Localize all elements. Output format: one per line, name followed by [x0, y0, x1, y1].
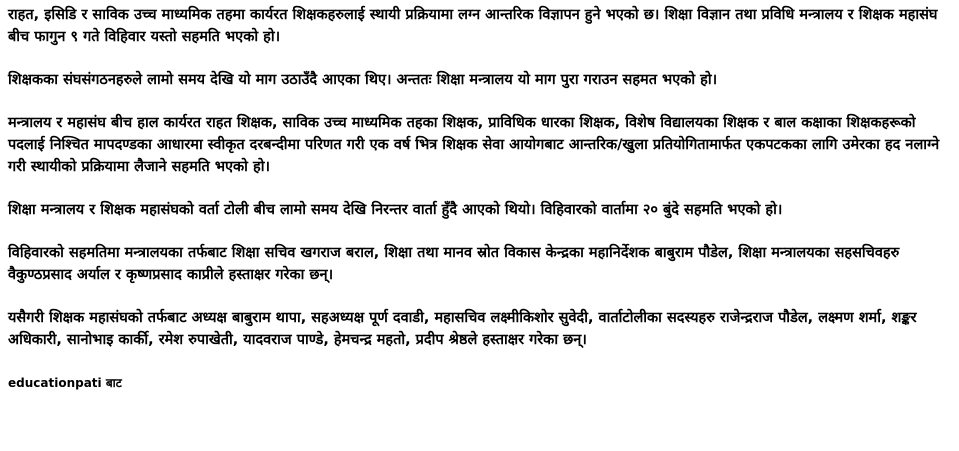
paragraph-long-demand: शिक्षकका संघसंगठनहरुले लामो समय देखि यो माग उठाउँदै आएका थिए। अन्ततः शिक्षा मन्त्रालय यो माग पुरा गराउन सहमत भएको हो।	[8, 72, 718, 88]
paragraph-federation-signatories: यसैगरी शिक्षक महासंघको तर्फबाट अध्यक्ष बाबुराम थापा, सहअध्यक्ष पूर्ण दवाडी, महासचिव लक्ष्मीकिशोर सुवेदी, वार्ताटोलीका सदस्यहरु राजेन्द्रराज पौडेल, लक्ष्मण शर्मा, शङ्कर अधिकारी, सानोभाइ कार्की, रमेश रुपाखेती, यादवराज पाण्डे, हेमचन्द्र महतो, प्रदीप श्रेष्ठले हस्ताक्षर गरेका छन्।	[8, 310, 917, 348]
paragraph-negotiation: शिक्षा मन्त्रालय र शिक्षक महासंघको वर्ता टोली बीच लामो समय देखि निरन्तर वार्ता हुँदै आएको थियो। विहिवारको वार्तामा २० बुंदे सहमति भएको हो।	[8, 202, 783, 218]
article-body	[8, 4, 951, 394]
paragraph-agreement-details: मन्त्रालय र महासंघ बीच हाल कार्यरत राहत शिक्षक, साविक उच्च माध्यमिक तहका शिक्षक, प्राविधिक धारका शिक्षक, विशेष विद्यालयका शिक्षक र बाल कक्षाका शिक्षकहरूको पदलाई निश्चित मापदण्डका आधारमा स्वीकृत दरबन्दीमा परिणत गरी एक वर्ष भित्र शिक्षक सेवा आयोगबाट आन्तरिक/खुला प्रतियोगितामार्फत एकपटकका लागि उमेरका हद नलाग्ने गरी स्थायीको प्रक्रियामा लैजाने सहमति भएको हो।	[8, 115, 940, 175]
paragraph-agreement-intro: राहत, इसिडि र साविक उच्च माध्यमिक तहमा कार्यरत शिक्षकहरुलाई स्थायी प्रक्रियामा लग्न आन्तरिक विज्ञापन हुने भएको छ। शिक्षा विज्ञान तथा प्रविधि मन्त्रालय र शिक्षक महासंघ बीच फागुन ९ गते विहिवार यस्तो सहमति भएको हो।	[8, 7, 938, 45]
source-credit: educationpati बाट	[8, 376, 122, 390]
paragraph-ministry-signatories: विहिवारको सहमतिमा मन्त्रालयका तर्फबाट शिक्षा सचिव खगराज बराल, शिक्षा तथा मानव स्रोत विकास केन्द्रका महानिर्देशक बाबुराम पौडेल, शिक्षा मन्त्रालयका सहसचिवहरु वैकुण्ठप्रसाद अर्याल र कृष्णप्रसाद काप्रीले हस्ताक्षर गरेका छन्।	[8, 245, 900, 283]
